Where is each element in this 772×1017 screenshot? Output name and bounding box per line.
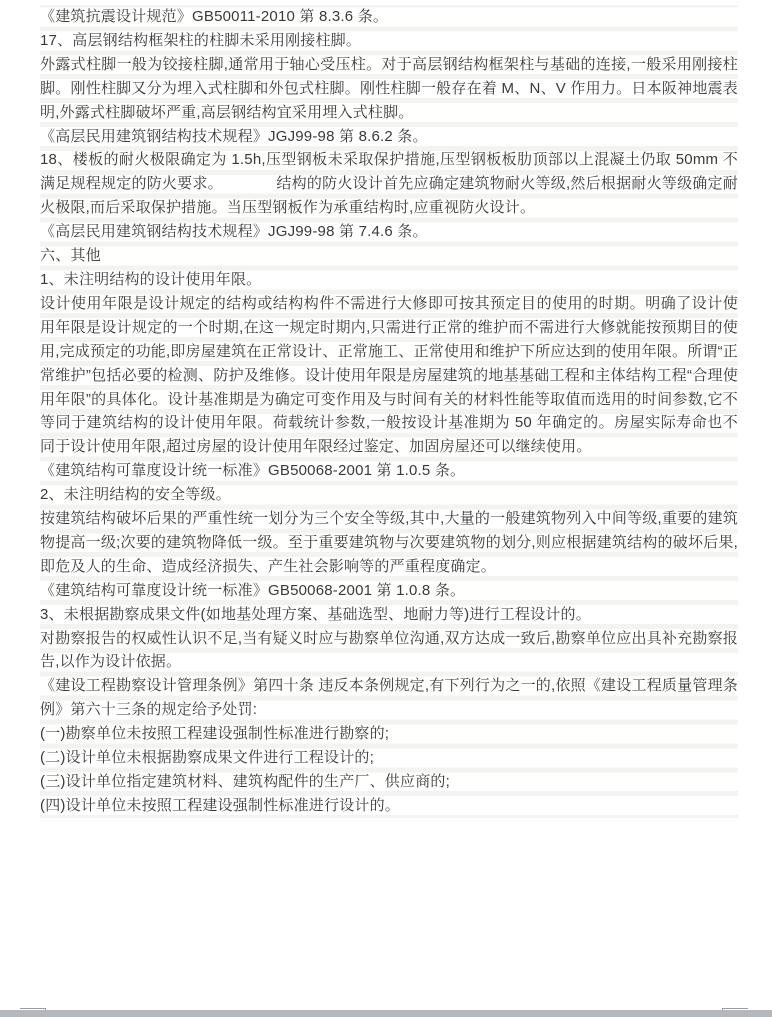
paragraph-text: 18、楼板的耐火极限确定为 1.5h,压型钢板未采取保护措施,压型钢板板肋顶部以上混凝土仍取 50mm 不满足规程规定的防火要求。 结构的防火设计首先应确定建筑物耐火等级,然后根据耐火等级确定耐火极限,而后采取保护措施。当压型钢板作为承重结构时,应重视防火设计。 xyxy=(40,151,738,217)
paragraph xyxy=(40,53,738,125)
paragraph-text: 外露式柱脚一般为铰接柱脚,通常用于轴心受压柱。对于高层钢结构框架柱与基础的连接,一般采用刚接柱脚。刚性柱脚又分为埋入式柱脚和外包式柱脚。刚性柱脚一般存在着 M、N、V 作用力。日本阪神地震表明,外露式柱脚破坏严重,高层钢结构宜采用埋入式柱脚。 xyxy=(40,55,738,121)
paragraph xyxy=(40,770,738,794)
page-gap-bar xyxy=(0,1010,772,1017)
paragraph xyxy=(40,483,738,507)
paragraph-text: 对勘察报告的权威性认识不足,当有疑义时应与勘察单位沟通,双方达成一致后,勘察单位应出具补充勘察报告,以作为设计依据。 xyxy=(40,629,738,671)
paragraph xyxy=(40,292,738,459)
paragraph xyxy=(40,459,738,483)
paragraph xyxy=(40,220,738,244)
paragraph-text: (三)设计单位指定建筑材料、建筑构配件的生产厂、供应商的; xyxy=(40,773,450,790)
paragraph-text: 《高层民用建筑钢结构技术规程》JGJ99-98 第 7.4.6 条。 xyxy=(40,223,428,241)
paragraph xyxy=(40,268,738,292)
paragraph-text: 2、未注明结构的安全等级。 xyxy=(40,486,231,504)
paragraph-text: 3、未根据勘察成果文件(如地基处理方案、基础选型、地耐力等)进行工程设计的。 xyxy=(40,605,591,623)
paragraph-text: 《建设工程勘察设计管理条例》第四十条 违反本条例规定,有下列行为之一的,依照《建设工程质量管理条例》第六十三条的规定给予处罚: xyxy=(40,677,738,719)
paragraph xyxy=(40,244,738,268)
paragraph-text: 1、未注明结构的设计使用年限。 xyxy=(40,270,262,288)
paragraph-text: 六、其他 xyxy=(40,247,101,265)
page-margin-corner-mark-left-horizontal xyxy=(20,1008,46,1009)
paragraph-text: 《高层民用建筑钢结构技术规程》JGJ99-98 第 8.6.2 条。 xyxy=(40,127,428,145)
paragraph-text: (一)勘察单位未按照工程建设强制性标准进行勘察的; xyxy=(40,725,390,743)
page-margin-corner-mark-right-horizontal xyxy=(722,1008,748,1009)
paragraph-text: (四)设计单位未按照工程建设强制性标准进行设计的。 xyxy=(40,796,400,814)
paragraph xyxy=(40,5,738,29)
paragraph-text: 17、高层钢结构框架柱的柱脚未采用刚接柱脚。 xyxy=(40,31,362,49)
paragraph xyxy=(40,148,738,220)
paragraph-text: 《建筑结构可靠度设计统一标准》GB50068-2001 第 1.0.8 条。 xyxy=(40,581,466,599)
paragraph xyxy=(40,507,738,579)
paragraph xyxy=(40,627,738,675)
paragraph-text: 按建筑结构破坏后果的严重性统一划分为三个安全等级,其中,大量的一般建筑物列入中间等级,重要的建筑物提高一级;次要的建筑物降低一级。至于重要建筑物与次要建筑物的划分,则应根据建筑结构的破坏后果,即危及人的生命、造成经济损失、产生社会影响等的严重程度确定。 xyxy=(40,510,738,575)
paragraph-text: (二)设计单位未根据勘察成果文件进行工程设计的; xyxy=(40,749,374,767)
paragraph xyxy=(40,674,738,722)
paragraph xyxy=(40,603,738,627)
paragraph xyxy=(40,722,738,746)
paragraph-text: 《建筑抗震设计规范》GB50011-2010 第 8.3.6 条。 xyxy=(40,8,389,25)
paragraph-text: 设计使用年限是设计规定的结构或结构构件不需进行大修即可按其预定目的使用的时期。明确了设计使用年限是设计规定的一个时期,在这一规定时期内,只需进行正常的维护而不需进行大修就能按预期目的使用,完成预定的功能,即房屋建筑在正常设计、正常施工、正常使用和维护下所应达到的使用年限。所谓“正常维护”包括必要的检测、防护及维修。设计使用年限是房屋建筑的地基基础工程和主体结构工程“合理使用年限”的具体化。设计基准期是为确定可变作用及与时间有关的材料性能等取值而选用的时间参数,它不等同于建筑结构的设计使用年限。荷载统计参数,一般按设计基准期为 50 年确定的。房屋实际寿命也不同于设计使用年限,超过房屋的设计使用年限经过鉴定、加固房屋还可以继续使用。 xyxy=(40,294,738,456)
paragraph xyxy=(40,125,738,149)
paragraph xyxy=(40,746,738,770)
paragraph xyxy=(40,794,738,818)
paragraph xyxy=(40,29,738,53)
paragraph xyxy=(40,579,738,603)
document-text-block[interactable] xyxy=(40,5,738,818)
paragraph-text: 《建筑结构可靠度设计统一标准》GB50068-2001 第 1.0.5 条。 xyxy=(40,462,466,480)
